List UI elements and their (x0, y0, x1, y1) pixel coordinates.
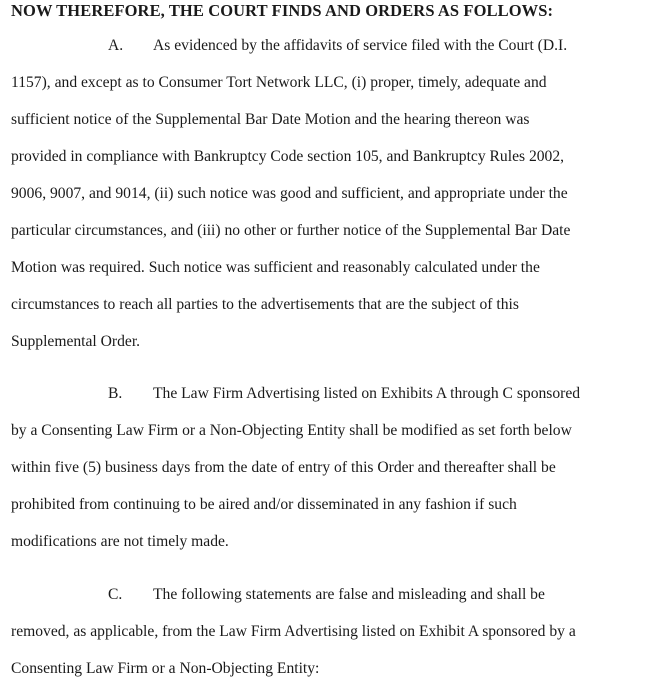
paragraph-line: provided in compliance with Bankruptcy Code section 105, and Bankruptcy Rules 2002, (11, 148, 565, 165)
paragraph-marker: B. (108, 385, 123, 402)
paragraph-line: circumstances to reach all parties to the advertisements that are the subject of this (11, 296, 519, 313)
paragraph-marker: C. (108, 586, 123, 603)
paragraph-line: within five (5) business days from the date of entry of this Order and thereafter shall be (11, 459, 556, 476)
paragraph-marker: A. (108, 37, 124, 54)
paragraph-line: modifications are not timely made. (11, 533, 229, 550)
paragraph-line: prohibited from continuing to be aired and/or disseminated in any fashion if such (11, 496, 517, 513)
paragraph-line: Motion was required. Such notice was sufficient and reasonably calculated under the (11, 259, 540, 276)
paragraph-line: sufficient notice of the Supplemental Bar Date Motion and the hearing thereon was (11, 111, 530, 128)
paragraph-line: Consenting Law Firm or a Non-Objecting Entity: (11, 660, 320, 677)
paragraph-line: by a Consenting Law Firm or a Non-Objecting Entity shall be modified as set forth below (11, 422, 572, 439)
paragraph-line: removed, as applicable, from the Law Firm Advertising listed on Exhibit A sponsored by a (11, 623, 576, 640)
section-heading: NOW THEREFORE, THE COURT FINDS AND ORDERS AS FOLLOWS: (11, 1, 554, 20)
paragraph-line: As evidenced by the affidavits of service filed with the Court (D.I. (153, 37, 568, 54)
paragraph-line: The following statements are false and misleading and shall be (153, 586, 545, 603)
paragraph-line: Supplemental Order. (11, 333, 141, 350)
paragraph-line: particular circumstances, and (iii) no other or further notice of the Supplemental Bar Date (11, 222, 571, 239)
paragraph-line: 9006, 9007, and 9014, (ii) such notice was good and sufficient, and appropriate under the (11, 185, 568, 202)
paragraph-line: 1157), and except as to Consumer Tort Network LLC, (i) proper, timely, adequate and (11, 74, 547, 91)
paragraph-line: The Law Firm Advertising listed on Exhibits A through C sponsored (153, 385, 581, 402)
